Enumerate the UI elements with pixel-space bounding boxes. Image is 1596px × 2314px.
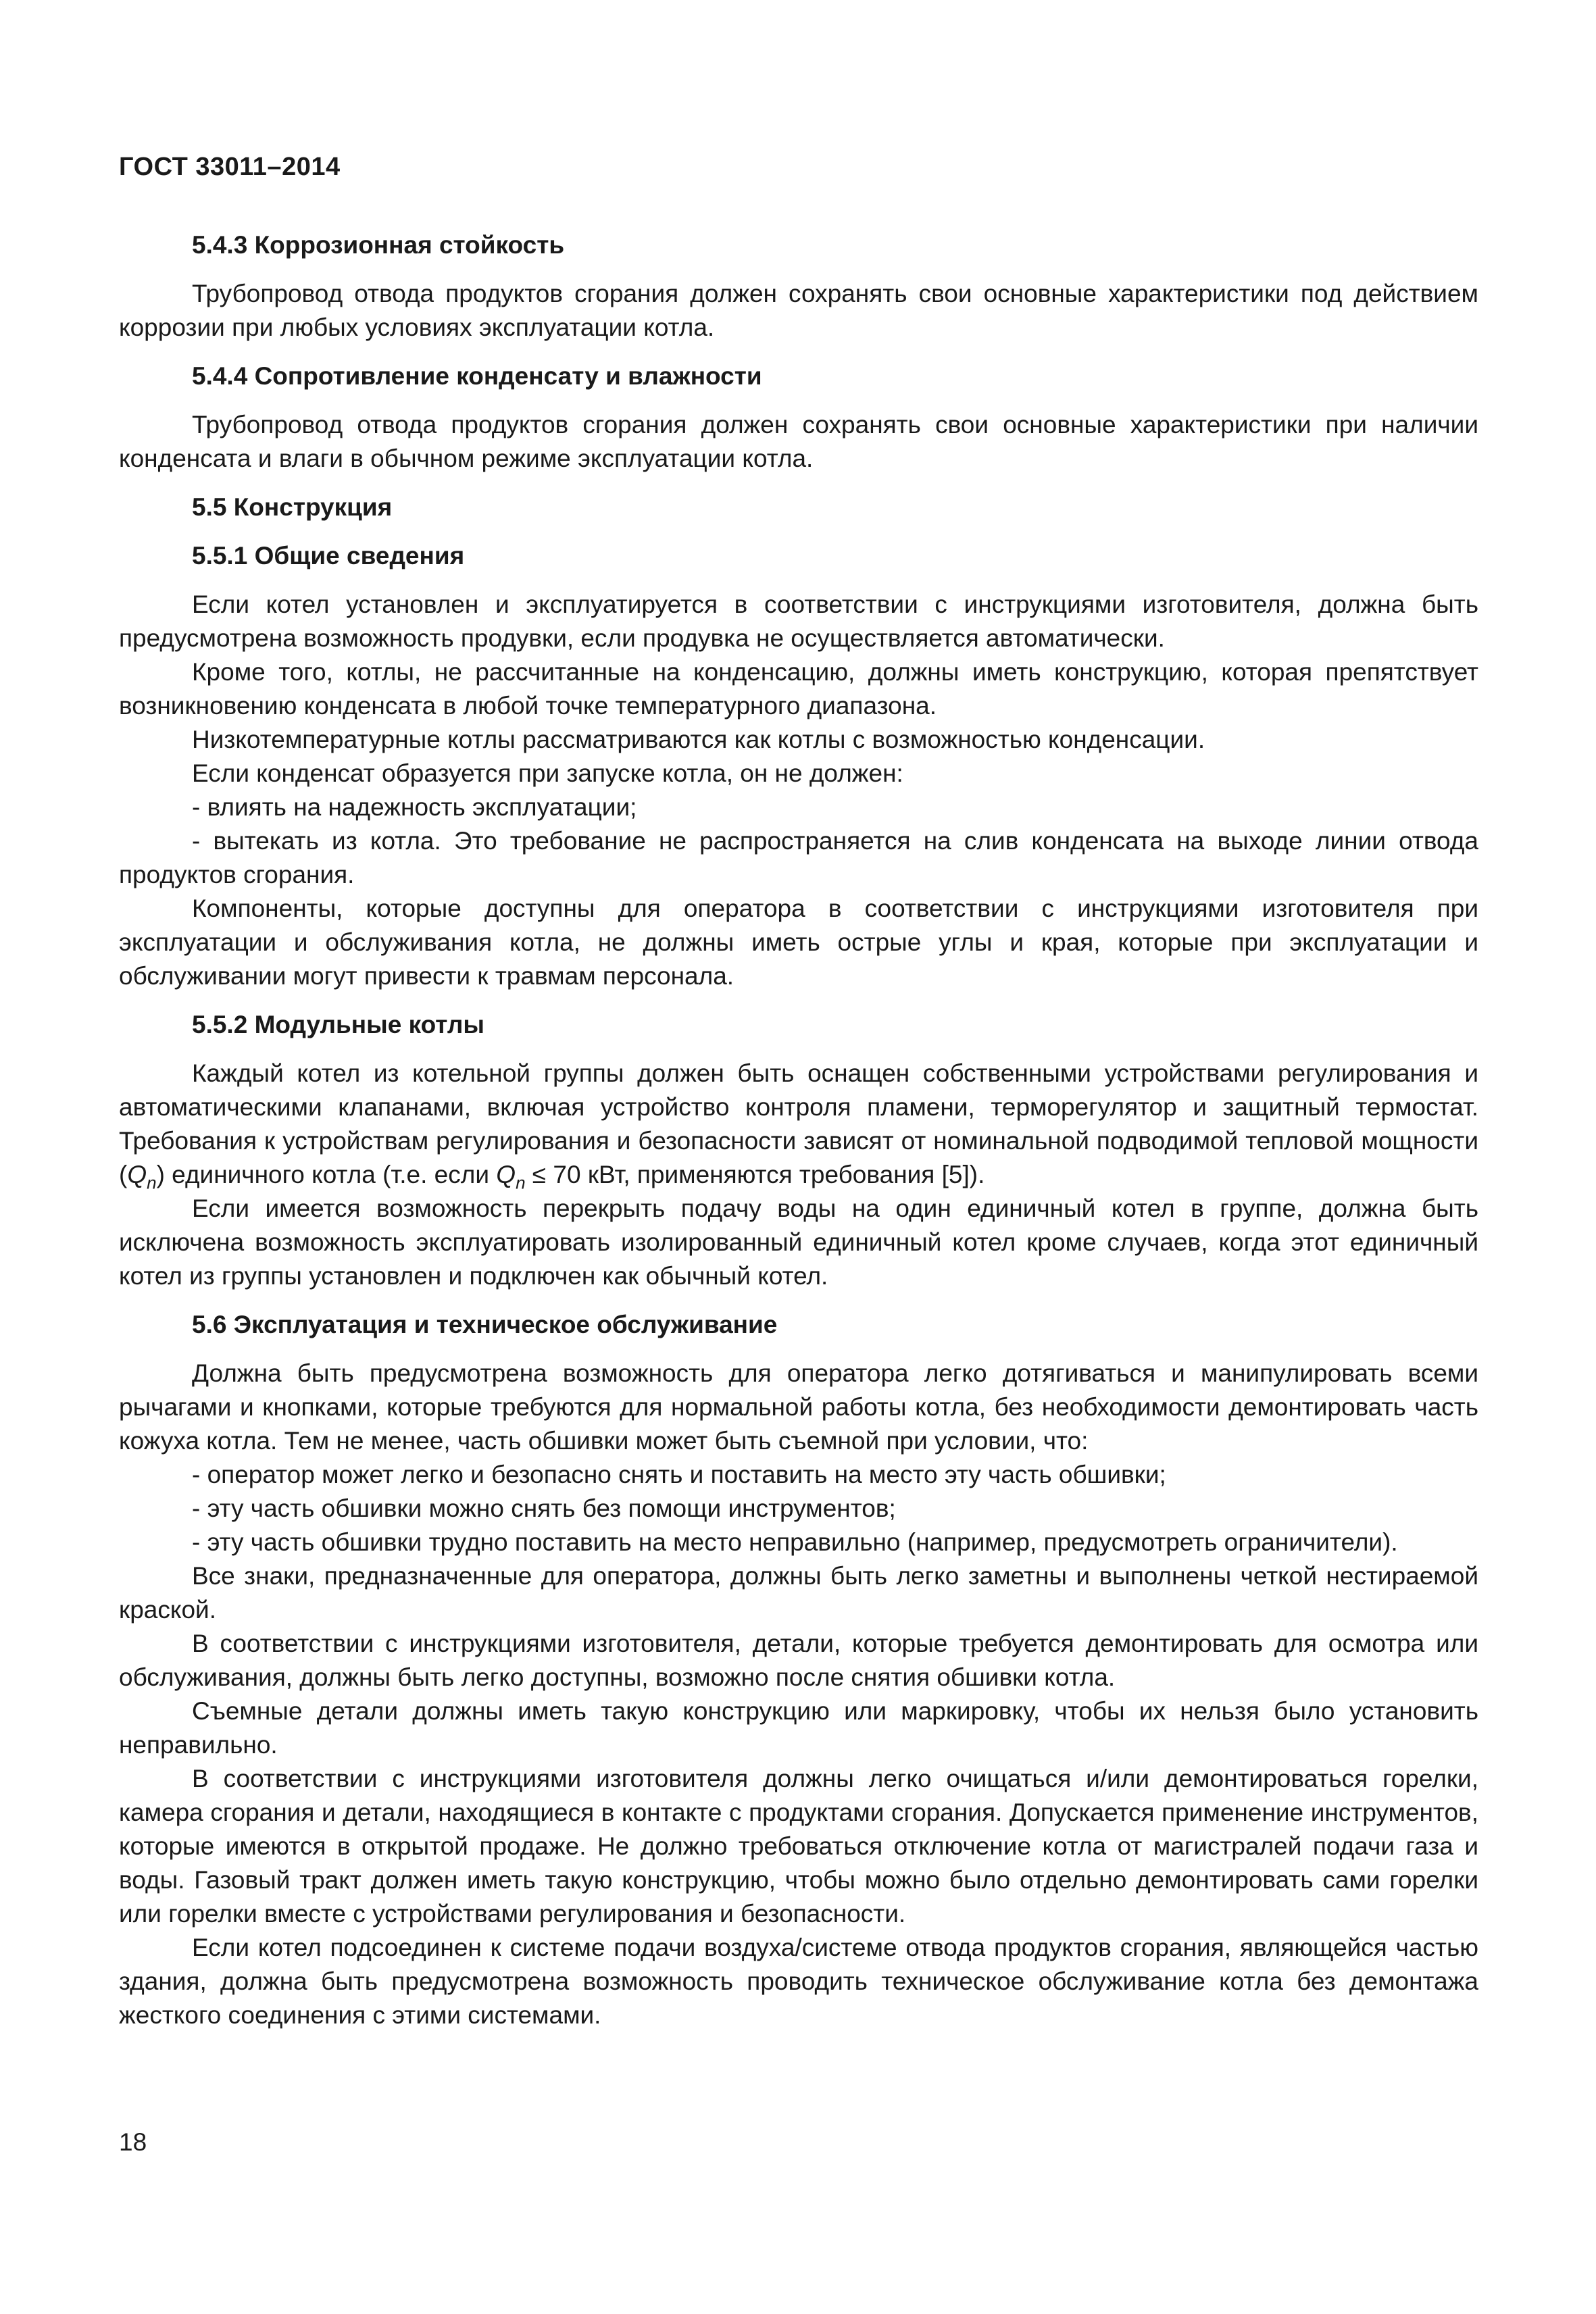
subscript-n: n (516, 1172, 526, 1193)
section-5-5-2-title: 5.5.2 Модульные котлы (192, 1011, 485, 1038)
section-5-5-1-list-item: - влиять на надежность эксплуатации; (192, 793, 637, 821)
section-5-5-1-paragraph: Низкотемпературные котлы рассматриваются как котлы с возможностью конденсации. (192, 726, 1205, 753)
text-run: ≤ 70 кВт, применяются требования [5]). (525, 1161, 985, 1188)
section-5-4-4-title: 5.4.4 Сопротивление конденсату и влажности (192, 362, 762, 390)
symbol-q: Q (127, 1161, 147, 1188)
section-5-4-3-paragraph: Трубопровод отвода продуктов сгорания должен сохранять свои основные характеристики под действием коррозии при любых условиях эксплуатации котла. (119, 280, 1478, 341)
text-run: ) единичного котла (т.е. если (156, 1161, 497, 1188)
section-5-5-2-paragraph (119, 1057, 1478, 1192)
section-5-6-paragraph: В соответствии с инструкциями изготовителя должны легко очищаться и/или демонтироваться горелки, камера сгорания и детали, находящиеся в контакте с продуктами сгорания. Допускается применение инструментов, которые имеются в открытой продаже. Не должно требоваться отключение котла от магистралей подачи газа и воды. Газовый тракт должен иметь такую конструкцию, чтобы можно было отдельно демонтировать сами горелки или горелки вместе с устройствами регулирования и безопасности. (119, 1765, 1478, 1928)
symbol-q: Q (496, 1161, 516, 1188)
section-5-6-paragraph: Если котел подсоединен к системе подачи воздуха/системе отвода продуктов сгорания, являющейся частью здания, должна быть предусмотрена возможность проводить техническое обслуживание котла без демонтажа жесткого соединения с этими системами. (119, 1934, 1478, 2029)
section-5-6-paragraph: Должна быть предусмотрена возможность для оператора легко дотягиваться и манипулировать всеми рычагами и кнопками, которые требуются для нормальной работы котла, без необходимости демонтировать часть кожуха котла. Тем не менее, часть обшивки может быть съемной при условии, что: (119, 1359, 1478, 1455)
section-5-4-4-paragraph: Трубопровод отвода продуктов сгорания должен сохранять свои основные характеристики при наличии конденсата и влаги в обычном режиме эксплуатации котла. (119, 411, 1478, 472)
section-5-6-paragraph: В соответствии с инструкциями изготовителя, детали, которые требуется демонтировать для осмотра или обслуживания, должны быть легко доступны, возможно после снятия обшивки котла. (119, 1630, 1478, 1691)
document-code: ГОСТ 33011–2014 (119, 153, 341, 181)
section-5-5-1-title: 5.5.1 Общие сведения (192, 542, 465, 570)
section-5-5-1-paragraph: Компоненты, которые доступны для оператора в соответствии с инструкциями изготовителя при эксплуатации и обслуживания котла, не должны иметь острые углы и края, которые при эксплуатации и обслуживании могут привести к травмам персонала. (119, 895, 1478, 990)
section-5-5-1-paragraph: Кроме того, котлы, не рассчитанные на конденсацию, должны иметь конструкцию, которая препятствует возникновению конденсата в любой точке температурного диапазона. (119, 658, 1478, 720)
page-number: 18 (119, 2128, 147, 2156)
section-5-5-1-paragraph: Если котел установлен и эксплуатируется в соответствии с инструкциями изготовителя, должна быть предусмотрена возможность продувки, если продувка не осуществляется автоматически. (119, 590, 1478, 652)
section-5-6-list-item: - эту часть обшивки трудно поставить на место неправильно (например, предусмотреть ограничители). (192, 1528, 1398, 1556)
section-5-5-1-list-item: - вытекать из котла. Это требование не распространяется на слив конденсата на выходе линии отвода продуктов сгорания. (119, 827, 1478, 888)
document-page (119, 0, 1478, 2314)
section-5-5-1-paragraph: Если конденсат образуется при запуске котла, он не должен: (192, 759, 903, 787)
section-5-5-2-paragraph: Если имеется возможность перекрыть подачу воды на один единичный котел в группе, должна быть исключена возможность эксплуатировать изолированный единичный котел кроме случаев, когда этот единичный котел из группы установлен и подключен как обычный котел. (119, 1194, 1478, 1290)
section-5-4-3-title: 5.4.3 Коррозионная стойкость (192, 231, 565, 259)
section-5-6-title: 5.6 Эксплуатация и техническое обслуживание (192, 1311, 778, 1338)
section-5-6-list-item: - эту часть обшивки можно снять без помощи инструментов; (192, 1494, 896, 1522)
section-5-5-title: 5.5 Конструкция (192, 493, 393, 521)
text-run: Каждый котел из котельной группы должен быть оснащен собственными устройствами регулирования и автоматическими клапанами, включая устройство контроля пламени, терморегулятор и защитный термостат. Требования к устройствам регулирования и безопасности зависят от номинальной подводимой тепловой мощности ( (119, 1059, 1478, 1188)
section-5-6-paragraph: Все знаки, предназначенные для оператора, должны быть легко заметны и выполнены четкой нестираемой краской. (119, 1562, 1478, 1624)
section-5-6-list-item: - оператор может легко и безопасно снять и поставить на место эту часть обшивки; (192, 1461, 1166, 1488)
document-body (119, 228, 1478, 2032)
subscript-n: n (147, 1172, 157, 1193)
section-5-6-paragraph: Съемные детали должны иметь такую конструкцию или маркировку, чтобы их нельзя было установить неправильно. (119, 1697, 1478, 1759)
